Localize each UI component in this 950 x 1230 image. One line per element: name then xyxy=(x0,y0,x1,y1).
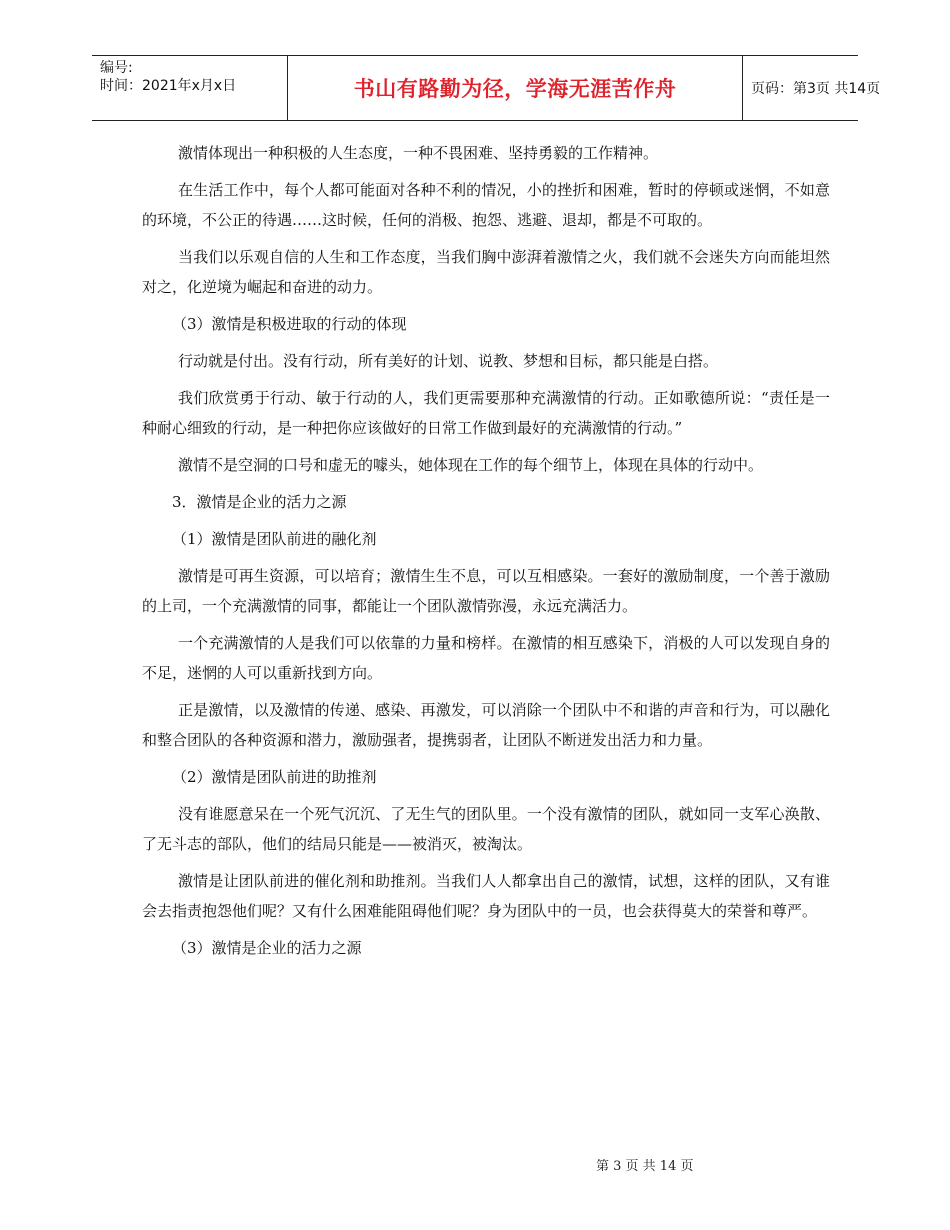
document-body xyxy=(142,138,830,970)
paragraph: 激情不是空洞的口号和虚无的噱头，她体现在工作的每个细节上，体现在具体的行动中。 xyxy=(178,456,764,474)
section-heading: 3．激情是企业的活力之源 xyxy=(172,493,347,511)
paragraph: 一个充满激情的人是我们可以依靠的力量和榜样。在激情的相互感染下，消极的人可以发现自身的不足，迷惘的人可以重新找到方向。 xyxy=(142,634,830,682)
header-page-info: 页码：第3页 共14页 xyxy=(751,81,881,97)
section-heading: （3）激情是企业的活力之源 xyxy=(172,939,362,957)
section-heading: （2）激情是团队前进的助推剂 xyxy=(172,768,377,786)
paragraph: 激情是可再生资源，可以培育；激情生生不息，可以互相感染。一套好的激励制度，一个善于激励的上司，一个充满激情的同事，都能让一个团队激情弥漫，永远充满活力。 xyxy=(142,567,830,615)
document-number-label: 编号: xyxy=(100,60,133,76)
paragraph: 激情是让团队前进的催化剂和助推剂。当我们人人都拿出自己的激情，试想，这样的团队，又有谁会去指责抱怨他们呢？又有什么困难能阻碍他们呢？身为团队中的一员，也会获得莫大的荣誉和尊严。 xyxy=(142,872,830,920)
paragraph: 我们欣赏勇于行动、敏于行动的人，我们更需要那种充满激情的行动。正如歌德所说：“责任是一种耐心细致的行动，是一种把你应该做好的日常工作做到最好的充满激情的行动。” xyxy=(142,389,830,437)
document-time: 时间：2021年x月x日 xyxy=(100,78,237,94)
section-heading: （3）激情是积极进取的行动的体现 xyxy=(172,315,407,333)
paragraph: 当我们以乐观自信的人生和工作态度，当我们胸中澎湃着激情之火，我们就不会迷失方向而能坦然对之，化逆境为崛起和奋进的动力。 xyxy=(142,248,830,296)
section-heading: （1）激情是团队前进的融化剂 xyxy=(172,530,377,548)
paragraph: 行动就是付出。没有行动，所有美好的计划、说教、梦想和目标，都只能是白搭。 xyxy=(178,352,719,370)
paragraph: 正是激情，以及激情的传递、感染、再激发，可以消除一个团队中不和谐的声音和行为，可以融化和整合团队的各种资源和潜力，激励强者，提携弱者，让团队不断迸发出活力和力量。 xyxy=(142,701,830,749)
paragraph: 没有谁愿意呆在一个死气沉沉、了无生气的团队里。一个没有激情的团队，就如同一支军心涣散、了无斗志的部队，他们的结局只能是——被消灭，被淘汰。 xyxy=(142,805,830,853)
paragraph: 在生活工作中，每个人都可能面对各种不利的情况，小的挫折和困难，暂时的停顿或迷惘，不如意的环境，不公正的待遇……这时候，任何的消极、抱怨、逃避、退却，都是不可取的。 xyxy=(142,181,830,229)
footer-page-number: 第 3 页 共 14 页 xyxy=(596,1159,694,1174)
paragraph: 激情体现出一种积极的人生态度，一种不畏困难、坚持勇毅的工作精神。 xyxy=(178,144,659,162)
header-motto: 书山有路勤为径，学海无涯苦作舟 xyxy=(287,56,743,120)
header-meta xyxy=(92,56,287,120)
page-header xyxy=(92,55,881,121)
